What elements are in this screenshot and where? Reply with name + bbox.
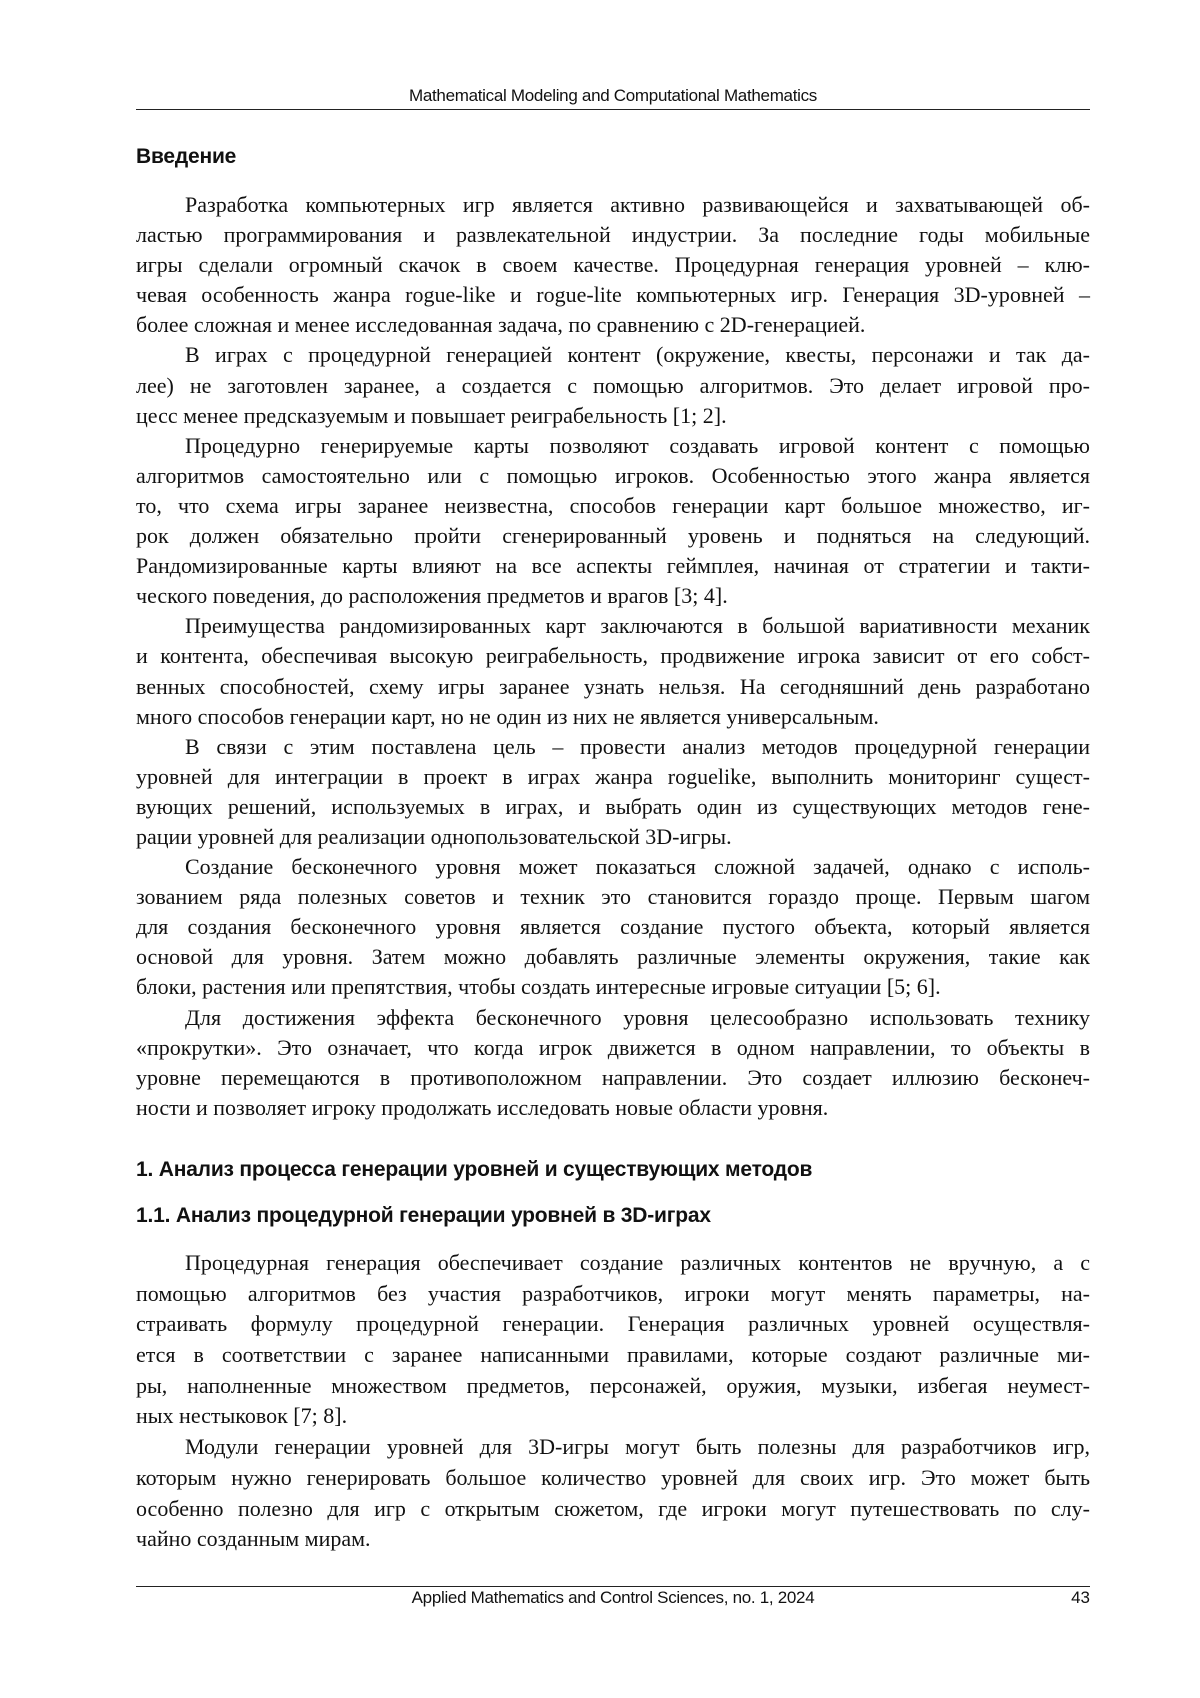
text-line: рок должен обязательно пройти сгенерированный уровень и подняться на следующий.	[136, 521, 1090, 551]
text-line: то, что схема игры заранее неизвестна, способов генерации карт большое множество, иг-	[136, 491, 1090, 521]
footer-journal-citation: Applied Mathematics and Control Sciences, no. 1, 2024	[136, 1588, 1090, 1608]
text-line: Преимущества рандомизированных карт заключаются в большой вариативности механик	[136, 611, 1090, 641]
paragraph	[136, 611, 1090, 731]
text-line: чевая особенность жанра rogue-like и rogue-lite компьютерных игр. Генерация 3D-уровней –	[136, 280, 1090, 310]
intro-heading: Введение	[136, 144, 236, 170]
text-line: страивать формулу процедурной генерации. Генерация различных уровней осуществля-	[136, 1309, 1090, 1340]
text-line: ется в соответствии с заранее написанными правилами, которые создают различные ми-	[136, 1340, 1090, 1371]
subsection-heading: 1.1. Анализ процедурной генерации уровней в 3D-играх	[136, 1203, 711, 1229]
text-line: Создание бесконечного уровня может показаться сложной задачей, однако с исполь-	[136, 852, 1090, 882]
text-line: которым нужно генерировать большое количество уровней для своих игр. Это может быть	[136, 1463, 1090, 1494]
text-line: рации уровней для реализации однопользовательской 3D-игры.	[136, 822, 1090, 852]
footer-rule	[136, 1586, 1090, 1587]
paragraph	[136, 1248, 1090, 1432]
text-line: основой для уровня. Затем можно добавлять различные элементы окружения, такие как	[136, 942, 1090, 972]
text-line: Разработка компьютерных игр является активно развивающейся и захватывающей об-	[136, 190, 1090, 220]
paragraph	[136, 190, 1090, 340]
intro-body	[136, 190, 1090, 1123]
text-line: чайно созданным мирам.	[136, 1524, 1090, 1555]
text-line: Процедурно генерируемые карты позволяют создавать игровой контент с помощью	[136, 431, 1090, 461]
text-line: лее) не заготовлен заранее, а создается с помощью алгоритмов. Это делает игровой про-	[136, 371, 1090, 401]
text-line: ности и позволяет игроку продолжать исследовать новые области уровня.	[136, 1093, 1090, 1123]
text-line: В играх с процедурной генерацией контент (окружение, квесты, персонажи и так да-	[136, 340, 1090, 370]
paragraph	[136, 852, 1090, 1002]
paragraph	[136, 340, 1090, 430]
text-line: Процедурная генерация обеспечивает создание различных контентов не вручную, а с	[136, 1248, 1090, 1279]
text-line: Модули генерации уровней для 3D-игры могут быть полезны для разработчиков игр,	[136, 1432, 1090, 1463]
text-line: много способов генерации карт, но не один из них не является универсальным.	[136, 702, 1090, 732]
paragraph	[136, 1003, 1090, 1123]
page-number: 43	[1071, 1588, 1090, 1608]
text-line: особенно полезно для игр с открытым сюжетом, где игроки могут путешествовать по слу-	[136, 1494, 1090, 1525]
text-line: ческого поведения, до расположения предметов и врагов [3; 4].	[136, 581, 1090, 611]
text-line: блоки, растения или препятствия, чтобы создать интересные игровые ситуации [5; 6].	[136, 972, 1090, 1002]
text-line: вующих решений, используемых в играх, и выбрать один из существующих методов гене-	[136, 792, 1090, 822]
text-line: В связи с этим поставлена цель – провести анализ методов процедурной генерации	[136, 732, 1090, 762]
text-line: зованием ряда полезных советов и техник это становится гораздо проще. Первым шагом	[136, 882, 1090, 912]
text-line: уровней для интеграции в проект в играх жанра roguelike, выполнить мониторинг сущест-	[136, 762, 1090, 792]
text-line: более сложная и менее исследованная задача, по сравнению с 2D-генерацией.	[136, 310, 1090, 340]
text-line: цесс менее предсказуемым и повышает реиграбельность [1; 2].	[136, 401, 1090, 431]
text-line: игры сделали огромный скачок в своем качестве. Процедурная генерация уровней – клю-	[136, 250, 1090, 280]
section-body	[136, 1248, 1090, 1555]
text-line: и контента, обеспечивая высокую реиграбельность, продвижение игрока зависит от его собст-	[136, 641, 1090, 671]
text-line: венных способностей, схему игры заранее узнать нельзя. На сегодняшний день разработано	[136, 672, 1090, 702]
header-rule	[136, 109, 1090, 110]
text-line: ных нестыковок [7; 8].	[136, 1401, 1090, 1432]
paragraph	[136, 431, 1090, 612]
text-line: помощью алгоритмов без участия разработчиков, игроки могут менять параметры, на-	[136, 1279, 1090, 1310]
text-line: ры, наполненные множеством предметов, персонажей, оружия, музыки, избегая неумест-	[136, 1371, 1090, 1402]
text-line: ластью программирования и развлекательной индустрии. За последние годы мобильные	[136, 220, 1090, 250]
text-line: уровне перемещаются в противоположном направлении. Это создает иллюзию бесконеч-	[136, 1063, 1090, 1093]
paragraph	[136, 732, 1090, 852]
text-line: Для достижения эффекта бесконечного уровня целесообразно использовать технику	[136, 1003, 1090, 1033]
paragraph	[136, 1432, 1090, 1555]
section-heading: 1. Анализ процесса генерации уровней и существующих методов	[136, 1157, 812, 1183]
text-line: «прокрутки». Это означает, что когда игрок движется в одном направлении, то объекты в	[136, 1033, 1090, 1063]
text-line: для создания бесконечного уровня является создание пустого объекта, который является	[136, 912, 1090, 942]
running-header: Mathematical Modeling and Computational Mathematics	[136, 86, 1090, 106]
text-line: Рандомизированные карты влияют на все аспекты геймплея, начиная от стратегии и такти-	[136, 551, 1090, 581]
text-line: алгоритмов самостоятельно или с помощью игроков. Особенностью этого жанра является	[136, 461, 1090, 491]
